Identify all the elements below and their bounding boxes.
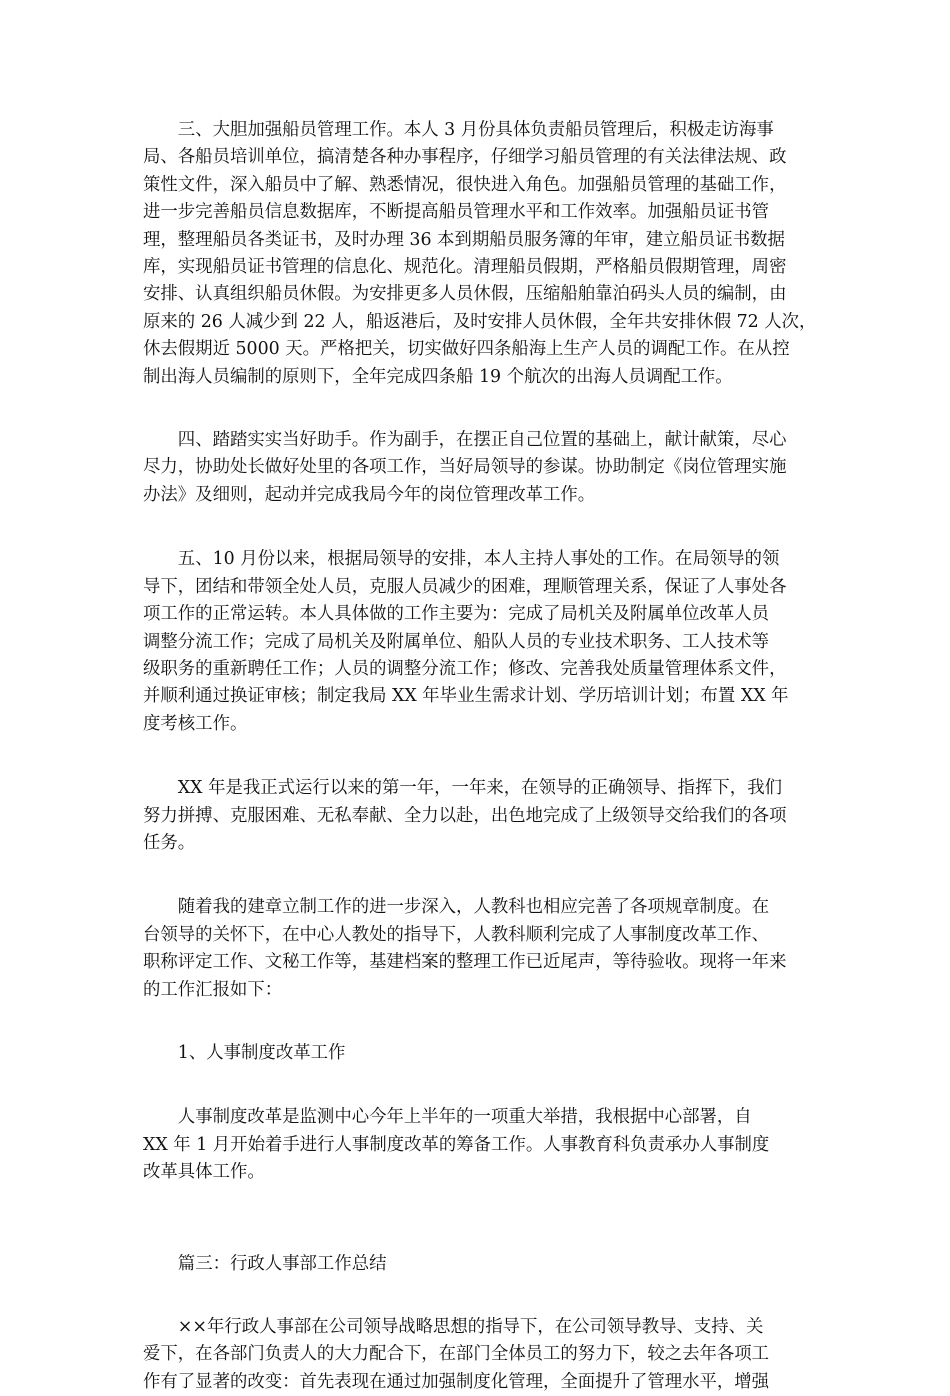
text-line: 级职务的重新聘任工作；人员的调整分流工作；修改、完善我处质量管理体系文件， [143, 658, 787, 679]
paragraph-assistant-role [143, 427, 807, 509]
text-line: 五、10 月份以来，根据局领导的安排，本人主持人事处的工作。在局领导的领 [177, 549, 780, 570]
text-line: 并顺利通过换证审核；制定我局 XX 年毕业生需求计划、学历培训计划；布置 XX 年 [143, 686, 789, 707]
text-line: 随着我的建章立制工作的进一步深入，人教科也相应完善了各项规章制度。在 [177, 897, 770, 918]
paragraph-crew-management [143, 117, 817, 391]
text-line: 的工作汇报如下： [143, 979, 283, 1000]
text-line: 作有了显著的改变：首先表现在通过加强制度化管理，全面提升了管理水平，增强 [143, 1371, 770, 1392]
text-line: 休去假期近 5000 天。严格把关，切实做好四条船海上生产人员的调配工作。在从控 [143, 339, 790, 360]
document-body [143, 117, 817, 1396]
text-line: XX 年 1 月开始着手进行人事制度改革的筹备工作。人事教育科负责承办人事制度 [143, 1134, 770, 1155]
text-line: 四、踏踏实实当好助手。作为副手，在摆正自己位置的基础上，献计献策，尽心 [177, 430, 787, 451]
text-line: 改革具体工作。 [143, 1162, 265, 1183]
heading-personnel-reform [143, 1040, 807, 1067]
text-line: 尽力，协助处长做好处里的各项工作，当好局领导的参谋。协助制定《岗位管理实施 [143, 457, 787, 478]
text-line: 1、人事制度改革工作 [177, 1042, 346, 1063]
paragraph-rules-system [143, 894, 807, 1004]
text-line: 调整分流工作；完成了局机关及附属单位、船队人员的专业技术职务、工人技术等 [143, 631, 770, 652]
text-line: 三、大胆加强船员管理工作。本人 3 月份具体负责船员管理后，积极走访海事 [177, 120, 774, 140]
text-line: 度考核工作。 [143, 713, 248, 734]
text-line: 安排、认真组织船员休假。为安排更多人员休假，压缩船舶靠泊码头人员的编制，由 [143, 284, 787, 305]
text-line: 导下，团结和带领全处人员，克服人员减少的困难，理顺管理关系，保证了人事处各 [143, 576, 787, 597]
text-line: 台领导的关怀下，在中心人教处的指导下，人教科顺利完成了人事制度改革工作、 [143, 924, 770, 945]
heading-part-three [143, 1251, 807, 1278]
text-line: 努力拼搏、克服困难、无私奉献、全力以赴，出色地完成了上级领导交给我们的各项 [143, 805, 787, 826]
paragraph-first-year [143, 775, 807, 857]
text-line: 职称评定工作、文秘工作等，基建档案的整理工作已近尾声，等待验收。现将一年来 [143, 952, 787, 973]
text-line: 爱下，在各部门负责人的大力配合下，在部门全体员工的努力下，较之去年各项工 [143, 1344, 770, 1365]
paragraph-admin-hr [143, 1314, 807, 1396]
paragraph-personnel-office [143, 546, 807, 738]
text-line: XX 年是我正式运行以来的第一年，一年来，在领导的正确领导、指挥下，我们 [177, 778, 782, 799]
text-line: 办法》及细则，起动并完成我局今年的岗位管理改革工作。 [143, 484, 596, 505]
text-line: 制出海人员编制的原则下，全年完成四条船 19 个航次的出海人员调配工作。 [143, 366, 733, 387]
text-line: 篇三：行政人事部工作总结 [177, 1253, 387, 1274]
text-line: ××年行政人事部在公司领导战略思想的指导下，在公司领导教导、支持、关 [177, 1317, 764, 1337]
text-line: 人事制度改革是监测中心今年上半年的一项重大举措，我根据中心部署，自 [177, 1107, 752, 1128]
text-line: 进一步完善船员信息数据库，不断提高船员管理水平和工作效率。加强船员证书管 [143, 202, 770, 223]
text-line: 原来的 26 人减少到 22 人，船返港后，及时安排人员休假，全年共安排休假 72 人次， [143, 311, 817, 332]
text-line: 任务。 [143, 832, 196, 853]
text-line: 项工作的正常运转。本人具体做的工作主要为：完成了局机关及附属单位改革人员 [143, 604, 770, 625]
paragraph-personnel-reform [143, 1104, 807, 1186]
text-line: 局、各船员培训单位，搞清楚各种办事程序，仔细学习船员管理的有关法律法规、政 [143, 147, 787, 168]
text-line: 库，实现船员证书管理的信息化、规范化。清理船员假期，严格船员假期管理，周密 [143, 257, 787, 278]
text-line: 理，整理船员各类证书，及时办理 36 本到期船员服务簿的年审，建立船员证书数据 [143, 229, 785, 250]
text-line: 策性文件，深入船员中了解、熟悉情况，很快进入角色。加强船员管理的基础工作， [143, 174, 787, 195]
